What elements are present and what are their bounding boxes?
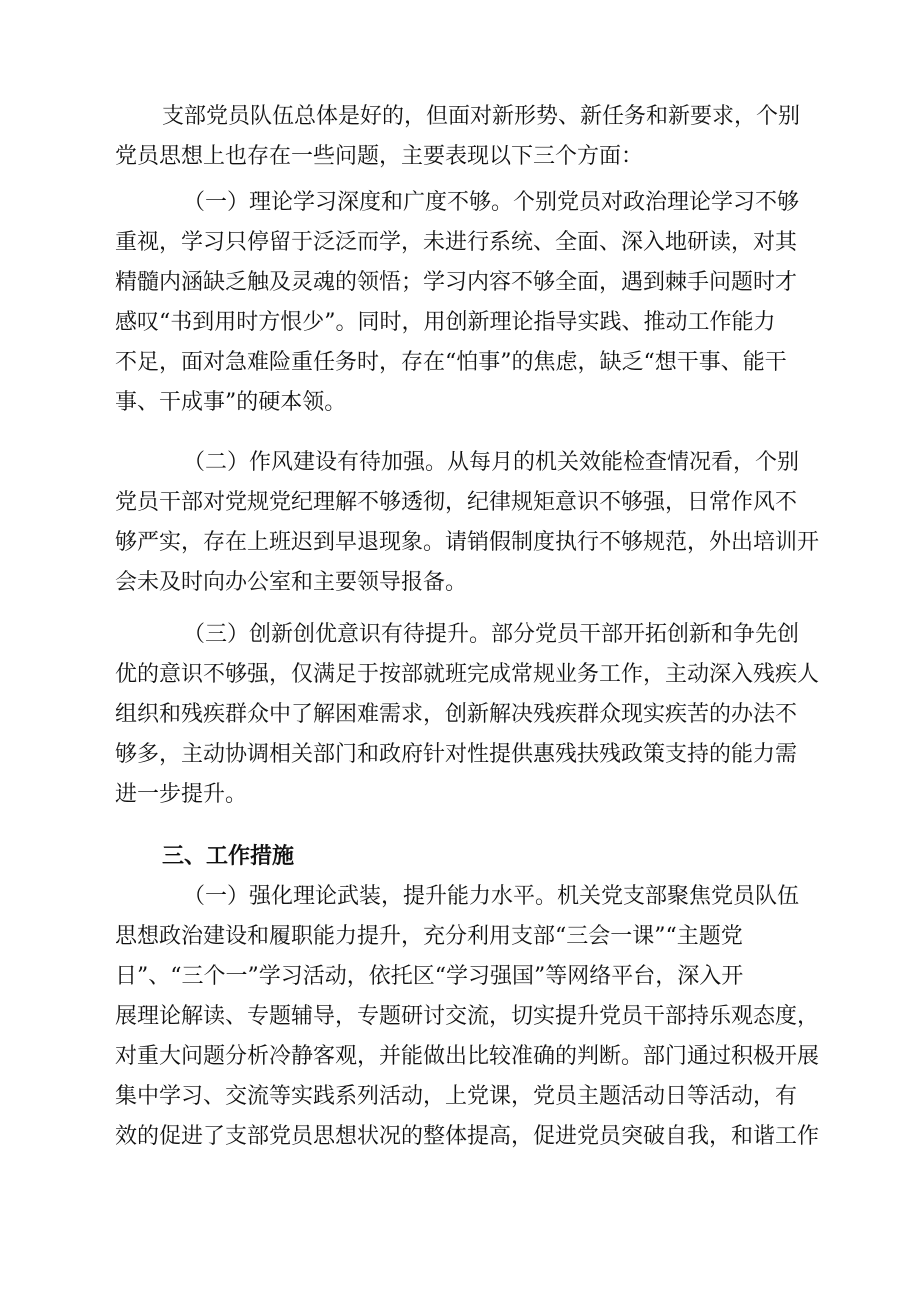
text-line: 进一步提升。 [115, 782, 248, 807]
text-line: 重视，学习只停留于泛泛而学，未进行系统、全面、深入地研读，对其 [115, 230, 798, 255]
paragraph-work-style [115, 443, 835, 603]
text-line: 党员干部对党规党纪理解不够透彻，纪律规矩意识不够强，日常作风不 [115, 490, 798, 515]
text-line: （一）理论学习深度和广度不够。个别党员对政治理论学习不够 [183, 190, 800, 215]
section-heading: 三、工作措施 [162, 844, 295, 869]
paragraph-theory-arming [115, 877, 835, 1157]
text-line: 党员思想上也存在一些问题，主要表现以下三个方面： [115, 144, 644, 169]
text-line: 效的促进了支部党员思想状况的整体提高，促进党员突破自我，和谐工作 [115, 1124, 820, 1149]
text-line: 不足，面对急难险重任务时，存在“怕事”的焦虑，缺乏“想干事、能干 [115, 350, 787, 375]
text-line: 优的意识不够强，仅满足于按部就班完成常规业务工作，主动深入残疾人 [115, 662, 820, 687]
text-line: （三）创新创优意识有待提升。部分党员干部开拓创新和争先创 [183, 622, 800, 647]
text-line: （一）强化理论武装，提升能力水平。机关党支部聚焦党员队伍 [183, 884, 800, 909]
text-line: 展理论解读、专题辅导，专题研讨交流，切实提升党员干部持乐观态度， [115, 1004, 820, 1029]
text-line: （二）作风建设有待加强。从每月的机关效能检查情况看，个别 [183, 450, 800, 475]
text-line: 支部党员队伍总体是好的，但面对新形势、新任务和新要求，个别 [162, 104, 801, 129]
text-line: 够多，主动协调相关部门和政府针对性提供惠残扶残政策支持的能力需 [115, 742, 798, 767]
text-line: 集中学习、交流等实践系列活动，上党课，党员主题活动日等活动，有 [115, 1084, 798, 1109]
text-line: 对重大问题分析冷静客观，并能做出比较准确的判断。部门通过积极开展 [115, 1044, 820, 1069]
paragraph-intro [115, 97, 835, 177]
text-line: 精髓内涵缺乏触及灵魂的领悟；学习内容不够全面，遇到棘手问题时才 [115, 270, 798, 295]
text-line: 会未及时向办公室和主要领导报备。 [115, 570, 468, 595]
text-line: 日”、“三个一”学习活动，依托区“学习强国”等网络平台，深入开 [115, 964, 744, 989]
text-line: 够严实，存在上班迟到早退现象。请销假制度执行不够规范，外出培训开 [115, 530, 820, 555]
text-line: 事、干成事”的硬本领。 [115, 390, 347, 415]
paragraph-innovation [115, 615, 835, 815]
text-line: 感叹“书到用时方恨少”。同时，用创新理论指导实践、推动工作能力 [115, 310, 776, 335]
text-line: 组织和残疾群众中了解困难需求，创新解决残疾群众现实疾苦的办法不 [115, 702, 798, 727]
text-line: 思想政治建设和履职能力提升，充分利用支部“三会一课”“主题党 [115, 924, 743, 949]
paragraph-theory-study [115, 183, 835, 423]
